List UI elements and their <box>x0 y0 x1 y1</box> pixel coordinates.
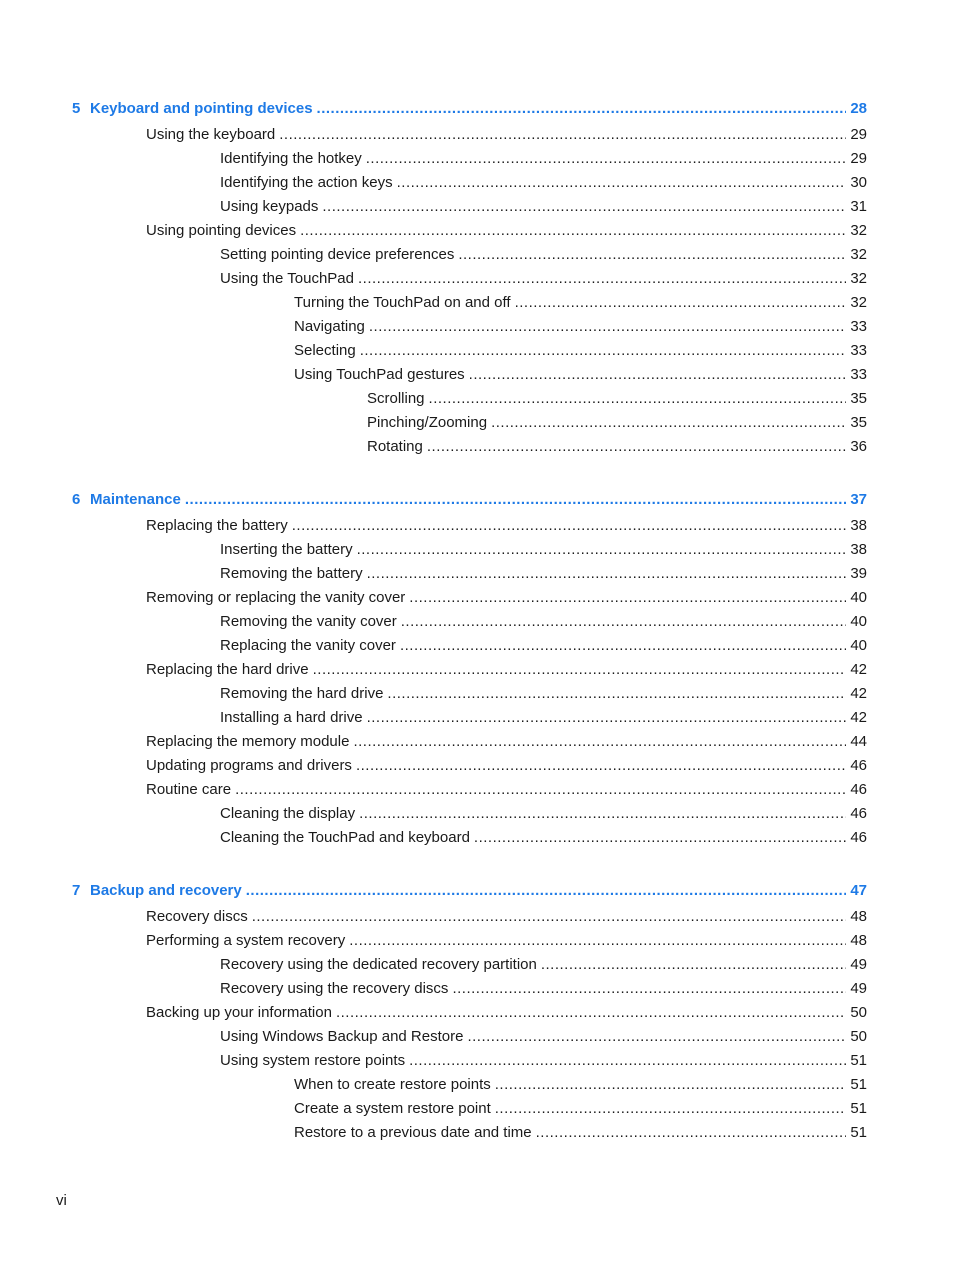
toc-entry[interactable] <box>294 1072 867 1094</box>
dot-leader <box>336 1004 846 1022</box>
toc-entry-title: Replacing the hard drive <box>146 661 309 678</box>
toc-page-number: 37 <box>850 491 867 508</box>
toc-entry-title: Rotating <box>367 438 423 455</box>
toc-entry[interactable] <box>220 242 867 264</box>
toc-entry[interactable] <box>294 338 867 360</box>
dot-leader <box>360 342 847 360</box>
dot-leader <box>409 1052 846 1070</box>
toc-page-number: 46 <box>850 829 867 846</box>
toc-entry-title: Identifying the hotkey <box>220 150 362 167</box>
toc-entry[interactable] <box>220 825 867 847</box>
toc-entry-title: Using keypads <box>220 198 319 215</box>
toc-entry-title: Using system restore points <box>220 1052 406 1069</box>
toc-entry-title: Backing up your information <box>146 1004 332 1021</box>
toc-entry[interactable] <box>294 1096 867 1118</box>
dot-leader <box>353 733 846 751</box>
toc-page-number: 40 <box>850 589 867 606</box>
dot-leader <box>467 1028 846 1046</box>
dot-leader <box>235 781 846 799</box>
toc-page-number: 42 <box>850 709 867 726</box>
toc-entry[interactable] <box>294 290 867 312</box>
toc-page-number: 33 <box>850 342 867 359</box>
toc-entry-title: Cleaning the TouchPad and keyboard <box>220 829 470 846</box>
dot-leader <box>409 589 846 607</box>
dot-leader <box>541 956 846 974</box>
toc-entry[interactable] <box>146 777 867 799</box>
dot-leader <box>429 390 847 408</box>
toc-page-number: 36 <box>850 438 867 455</box>
toc-entry[interactable] <box>220 609 867 631</box>
toc-entry[interactable] <box>220 170 867 192</box>
dot-leader <box>474 829 846 847</box>
toc-chapter-entry[interactable] <box>72 878 867 900</box>
dot-leader <box>359 805 846 823</box>
dot-leader <box>252 908 847 926</box>
chapter-title: Keyboard and pointing devices <box>90 100 313 117</box>
toc-page-number: 32 <box>850 222 867 239</box>
toc-chapter-entry[interactable] <box>72 96 867 118</box>
toc-page-number: 51 <box>850 1076 867 1093</box>
toc-entry-title: Using pointing devices <box>146 222 297 239</box>
toc-page-number: 32 <box>850 270 867 287</box>
toc-page-number: 44 <box>850 733 867 750</box>
toc-page-number: 29 <box>850 150 867 167</box>
chapter-title: Backup and recovery <box>90 882 242 899</box>
toc-entry[interactable] <box>220 194 867 216</box>
dot-leader <box>185 491 846 509</box>
dot-leader <box>322 198 846 216</box>
toc-entry[interactable] <box>220 705 867 727</box>
dot-leader <box>536 1124 847 1142</box>
toc-page-number: 50 <box>850 1004 867 1021</box>
toc-page-number: 46 <box>850 757 867 774</box>
dot-leader <box>397 174 847 192</box>
toc-page-number: 46 <box>850 781 867 798</box>
toc-entry[interactable] <box>220 801 867 823</box>
toc-page-number: 48 <box>850 932 867 949</box>
toc-page-number: 40 <box>850 637 867 654</box>
toc-entry-title: Inserting the battery <box>220 541 353 558</box>
toc-entry-title: Removing the hard drive <box>220 685 384 702</box>
toc-entry-title <box>72 491 181 509</box>
toc-entry-title: Using the keyboard <box>146 126 276 143</box>
toc-entry[interactable] <box>220 146 867 168</box>
toc-page-number: 51 <box>850 1052 867 1069</box>
toc-entry-title: Using TouchPad gestures <box>294 366 465 383</box>
toc-entry-title <box>72 882 242 900</box>
toc-entry-title: Performing a system recovery <box>146 932 346 949</box>
toc-entry[interactable] <box>294 314 867 336</box>
toc-entry-title: Replacing the memory module <box>146 733 350 750</box>
toc-entry[interactable] <box>367 434 867 456</box>
dot-leader <box>458 246 846 264</box>
toc-entry[interactable] <box>367 410 867 432</box>
dot-leader <box>317 100 847 118</box>
dot-leader <box>292 517 847 535</box>
chapter-number: 7 <box>72 882 81 899</box>
dot-leader <box>491 414 846 432</box>
toc-entry-title: Recovery using the dedicated recovery partition <box>220 956 537 973</box>
toc-entry-title: Selecting <box>294 342 356 359</box>
toc-entry-title: Removing or replacing the vanity cover <box>146 589 406 606</box>
dot-leader <box>279 126 846 144</box>
toc-page-number: 39 <box>850 565 867 582</box>
toc-page-number: 47 <box>850 882 867 899</box>
page-number-footer: vi <box>56 1192 67 1209</box>
toc-page-number: 42 <box>850 685 867 702</box>
toc-page-number: 51 <box>850 1124 867 1141</box>
toc-page-number: 28 <box>850 100 867 117</box>
dot-leader <box>357 541 847 559</box>
toc-page-number: 29 <box>850 126 867 143</box>
toc-entry-title: Replacing the battery <box>146 517 288 534</box>
dot-leader <box>469 366 847 384</box>
toc-chapter-entry[interactable] <box>72 487 867 509</box>
toc-page-number: 35 <box>850 414 867 431</box>
dot-leader <box>387 685 846 703</box>
toc-entry-title: Replacing the vanity cover <box>220 637 396 654</box>
toc-entry[interactable] <box>220 633 867 655</box>
toc-entry[interactable] <box>294 362 867 384</box>
toc-entry-title: Using Windows Backup and Restore <box>220 1028 464 1045</box>
toc-entry[interactable] <box>146 904 867 926</box>
toc-page-number: 33 <box>850 366 867 383</box>
toc-entry[interactable] <box>220 952 867 974</box>
toc-entry[interactable] <box>146 585 867 607</box>
dot-leader <box>358 270 846 288</box>
dot-leader <box>300 222 846 240</box>
chapter-title: Maintenance <box>90 491 181 508</box>
toc-entry-title: Cleaning the display <box>220 805 356 822</box>
toc-entry[interactable] <box>146 657 867 679</box>
dot-leader <box>400 637 846 655</box>
toc-page-number: 49 <box>850 980 867 997</box>
chapter-number: 5 <box>72 100 81 117</box>
toc-entry-title: Scrolling <box>367 390 425 407</box>
dot-leader <box>369 318 846 336</box>
dot-leader <box>356 757 846 775</box>
toc-entry[interactable] <box>146 1000 867 1022</box>
dot-leader <box>367 709 847 727</box>
toc-page-number: 35 <box>850 390 867 407</box>
toc-entry[interactable] <box>220 976 867 998</box>
toc-entry[interactable] <box>294 1120 867 1142</box>
toc-entry[interactable] <box>146 753 867 775</box>
dot-leader <box>452 980 846 998</box>
toc-entry[interactable] <box>146 513 867 535</box>
toc-page-number: 50 <box>850 1028 867 1045</box>
dot-leader <box>366 150 847 168</box>
toc-entry-title: Recovery discs <box>146 908 248 925</box>
toc-entry[interactable] <box>220 1048 867 1070</box>
toc-entry[interactable] <box>220 1024 867 1046</box>
dot-leader <box>495 1100 847 1118</box>
toc-entry-title: When to create restore points <box>294 1076 491 1093</box>
dot-leader <box>349 932 846 950</box>
dot-leader <box>367 565 847 583</box>
toc-page-number: 40 <box>850 613 867 630</box>
toc-entry-title: Restore to a previous date and time <box>294 1124 532 1141</box>
dot-leader <box>427 438 846 456</box>
toc-page-number: 46 <box>850 805 867 822</box>
toc-entry-title: Routine care <box>146 781 232 798</box>
chapter-number: 6 <box>72 491 81 508</box>
toc-entry[interactable] <box>220 537 867 559</box>
dot-leader <box>246 882 847 900</box>
toc-entry-title: Updating programs and drivers <box>146 757 352 774</box>
toc-entry-title: Navigating <box>294 318 365 335</box>
dot-leader <box>313 661 847 679</box>
toc-entry-title <box>72 100 313 118</box>
toc-page-number: 31 <box>850 198 867 215</box>
toc-entry-title: Using the TouchPad <box>220 270 354 287</box>
toc-page-number: 30 <box>850 174 867 191</box>
dot-leader <box>495 1076 847 1094</box>
toc-page-number: 32 <box>850 294 867 311</box>
toc-entry-title: Setting pointing device preferences <box>220 246 455 263</box>
toc-entry[interactable] <box>220 681 867 703</box>
toc-page-number: 51 <box>850 1100 867 1117</box>
dot-leader <box>401 613 847 631</box>
toc-page-number: 33 <box>850 318 867 335</box>
toc-entry-title: Turning the TouchPad on and off <box>294 294 511 311</box>
toc-entry[interactable] <box>146 928 867 950</box>
toc-page-number: 38 <box>850 517 867 534</box>
dot-leader <box>515 294 847 312</box>
toc-entry-title: Pinching/Zooming <box>367 414 488 431</box>
toc-entry[interactable] <box>220 561 867 583</box>
toc-entry[interactable] <box>146 218 867 240</box>
toc-entry-title: Identifying the action keys <box>220 174 393 191</box>
toc-entry-title: Create a system restore point <box>294 1100 491 1117</box>
toc-page-number: 49 <box>850 956 867 973</box>
toc-entry-title: Removing the battery <box>220 565 363 582</box>
toc-entry-title: Removing the vanity cover <box>220 613 397 630</box>
toc-entry[interactable] <box>367 386 867 408</box>
toc-page-number: 38 <box>850 541 867 558</box>
toc-page-number: 32 <box>850 246 867 263</box>
toc-entry[interactable] <box>146 122 867 144</box>
toc-page-number: 48 <box>850 908 867 925</box>
toc-entry[interactable] <box>146 729 867 751</box>
toc-entry-title: Installing a hard drive <box>220 709 363 726</box>
toc-entry-title: Recovery using the recovery discs <box>220 980 449 997</box>
toc-page-number: 42 <box>850 661 867 678</box>
toc-entry[interactable] <box>220 266 867 288</box>
